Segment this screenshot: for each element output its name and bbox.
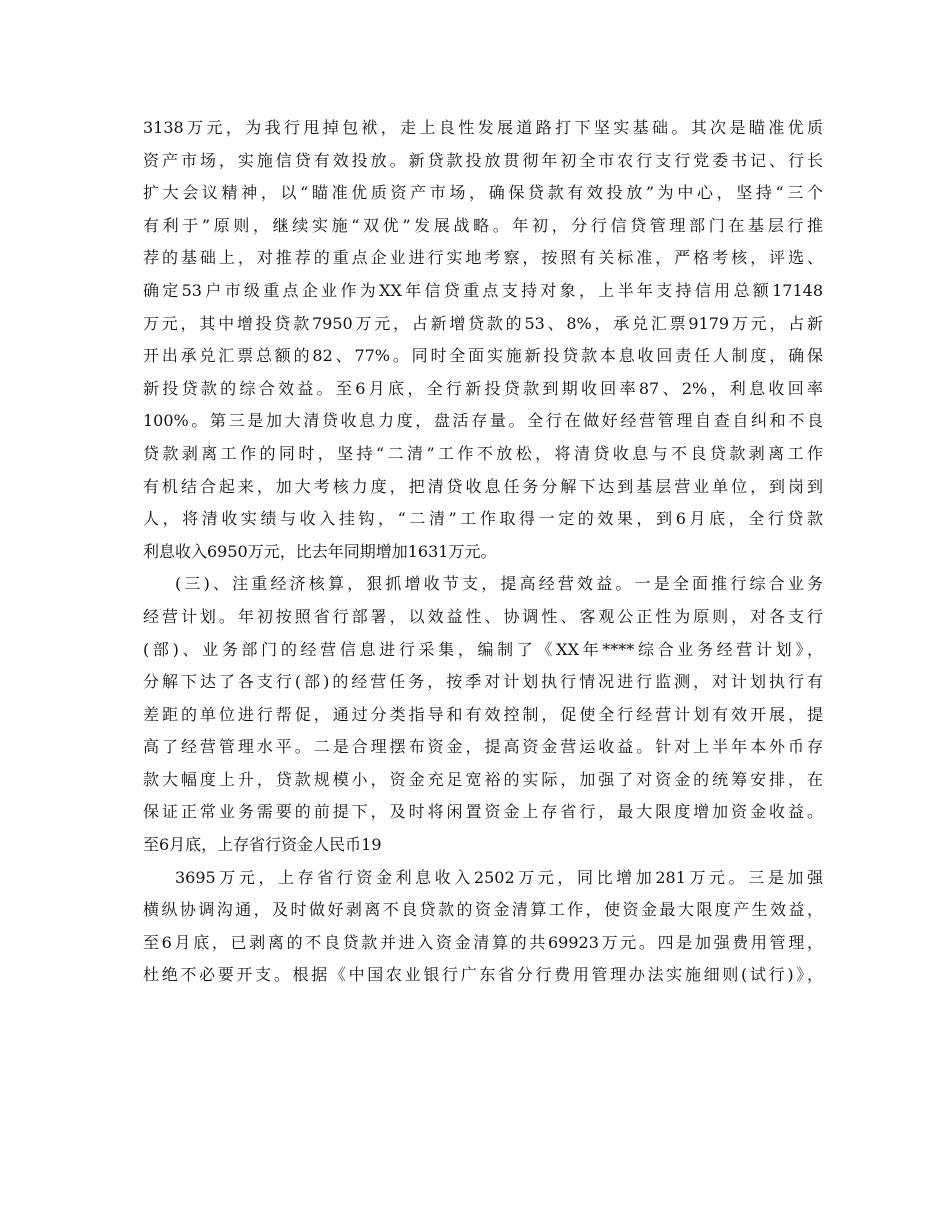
text-line: 新投贷款的综合效益。至6月底，全行新投贷款到期收回率87、2%，利息收回率 [143, 378, 823, 398]
text-line: 有机结合起来，加大考核力度，把清贷收息任务分解下达到基层营业单位，到岗到 [143, 476, 823, 496]
text-line: 有利于”原则，继续实施“双优”发展战略。年初，分行信贷管理部门在基层行推 [143, 215, 823, 235]
text-line: 扩大会议精神，以“瞄准优质资产市场，确保贷款有效投放”为中心，坚持“三个 [143, 183, 823, 203]
text-line: (部)、业务部门的经营信息进行采集，编制了《XX年****综合业务经营计划》， [143, 639, 823, 659]
text-line: 利息收入6950万元，比去年同期增加1631万元。 [143, 541, 497, 561]
text-line: 开出承兑汇票总额的82、77%。同时全面实施新投贷款本息收回责任人制度，确保 [143, 346, 823, 366]
text-line: 贷款剥离工作的同时，坚持“二清”工作不放松，将清贷收息与不良贷款剥离工作 [143, 443, 823, 463]
text-line: 高了经营管理水平。二是合理摆布资金，提高资金营运收益。针对上半年本外币存 [143, 737, 823, 757]
text-line: 荐的基础上，对推荐的重点企业进行实地考察，按照有关标准，严格考核，评选、 [143, 248, 823, 268]
text-line: 杜绝不必要开支。根据《中国农业银行广东省分行费用管理办法实施细则(试行)》， [143, 965, 823, 985]
text-line: 万元，其中增投贷款7950万元，占新增贷款的53、8%，承兑汇票9179万元，占新 [143, 313, 823, 333]
text-line: 差距的单位进行帮促，通过分类指导和有效控制，促使全行经营计划有效开展，提 [143, 704, 823, 724]
text-line: 经营计划。年初按照省行部署，以效益性、协调性、客观公正性为原则，对各支行 [143, 606, 823, 626]
text-line: 3138万元，为我行甩掉包袱，走上良性发展道路打下坚实基础。其次是瞄准优质 [143, 118, 823, 137]
text-line: 至6月底，已剥离的不良贷款并进入资金清算的共69923万元。四是加强费用管理， [143, 932, 823, 952]
text-line: 资产市场，实施信贷有效投放。新贷款投放贯彻年初全市农行支行党委书记、行长 [143, 150, 823, 170]
text-line: 至6月底，上存省行资金人民币19 [143, 835, 382, 855]
text-line: 保证正常业务需要的前提下，及时将闲置资金上存省行，最大限度增加资金收益。 [143, 802, 823, 822]
text-line: 分解下达了各支行(部)的经营任务，按季对计划执行情况进行监测，对计划执行有 [143, 672, 823, 692]
text-line: 人，将清收实绩与收入挂钩，“二清”工作取得一定的效果，到6月底，全行贷款 [143, 509, 823, 529]
text-line: 100%。第三是加大清贷收息力度，盘活存量。全行在做好经营管理自查自纠和不良 [143, 411, 823, 431]
text-line: 确定53户市级重点企业作为XX年信贷重点支持对象，上半年支持信用总额17148 [143, 280, 823, 300]
text-line: 款大幅度上升，贷款规模小，资金充足宽裕的实际，加强了对资金的统筹安排，在 [143, 769, 823, 789]
text-line: 横纵协调沟通，及时做好剥离不良贷款的资金清算工作，使资金最大限度产生效益， [143, 900, 823, 920]
paragraph-start-line: 3695万元，上存省行资金利息收入2502万元，同比增加281万元。三是加强 [175, 867, 823, 887]
document-body [143, 112, 823, 992]
paragraph-start-line: (三)、注重经济核算，狠抓增收节支，提高经营效益。一是全面推行综合业务 [175, 574, 823, 594]
